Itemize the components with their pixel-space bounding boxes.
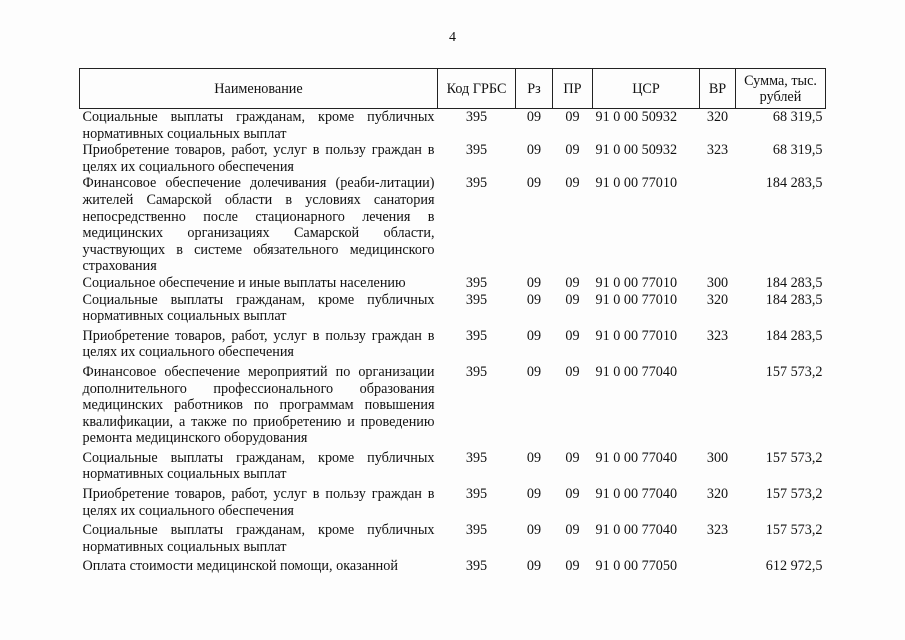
row-csr: 91 0 00 77010 [595,175,678,192]
row-pr: 09 [565,274,580,291]
row-pr: 09 [565,486,580,503]
row-name: Социальные выплаты гражданам, кроме публичных нормативных социальных выплат [82,522,435,555]
table-row [80,275,826,292]
table-row [80,292,826,325]
row-rz: 09 [526,291,542,308]
row-sum: 184 283,5 [765,291,823,308]
row-sum: 157 573,2 [765,522,823,539]
header-pr: ПР [553,69,593,109]
row-name: Приобретение товаров, работ, услуг в пользу граждан в целях их социального обеспечения [82,142,435,175]
table-row [80,325,826,361]
row-vr: 320 [706,291,729,308]
header-sum: Сумма, тыс. рублей [736,69,826,109]
row-rz: 09 [526,558,542,575]
row-csr: 91 0 00 50932 [595,142,678,159]
row-grbs: 395 [465,109,488,125]
row-sum: 157 573,2 [765,449,823,466]
header-csr: ЦСР [593,69,700,109]
row-csr: 91 0 00 77050 [595,558,678,575]
table-row [80,361,826,447]
row-sum: 68 319,5 [772,142,823,159]
row-rz: 09 [526,327,542,344]
row-name: Приобретение товаров, работ, услуг в пользу граждан в целях их социального обеспечения [82,486,435,519]
row-rz: 09 [526,363,542,380]
row-vr: 323 [706,142,729,159]
row-grbs: 395 [465,274,488,291]
row-grbs: 395 [465,363,488,380]
row-pr: 09 [565,363,580,380]
table-row [80,447,826,483]
row-sum: 184 283,5 [765,274,823,291]
row-csr: 91 0 00 50932 [595,109,678,125]
row-pr: 09 [565,175,580,192]
row-rz: 09 [526,274,542,291]
row-vr: 323 [706,327,729,344]
row-rz: 09 [526,175,542,192]
row-grbs: 395 [465,291,488,308]
row-pr: 09 [565,291,580,308]
header-grbs: Код ГРБС [438,69,516,109]
row-grbs: 395 [465,558,488,575]
row-pr: 09 [565,327,580,344]
row-name: Социальные выплаты гражданам, кроме публичных нормативных социальных выплат [82,449,435,483]
header-name: Наименование [80,69,438,109]
row-pr: 09 [565,142,580,159]
row-vr [700,555,736,575]
row-pr: 09 [565,522,580,539]
table-row [80,483,826,519]
row-vr: 320 [706,109,729,125]
budget-table [79,68,826,575]
table-row [80,142,826,175]
row-name: Приобретение товаров, работ, услуг в пользу граждан в целях их социального обеспечения [82,327,435,361]
row-grbs: 395 [465,449,488,466]
row-vr: 300 [706,449,729,466]
row-pr: 09 [565,449,580,466]
row-vr [700,361,736,447]
row-pr: 09 [565,109,580,125]
row-grbs: 395 [465,142,488,159]
header-rz: Рз [516,69,553,109]
row-csr: 91 0 00 77040 [595,486,678,503]
row-rz: 09 [526,142,542,159]
table-row [80,109,826,143]
row-name: Социальные выплаты гражданам, кроме публичных нормативных социальных выплат [82,109,435,142]
page-number: 4 [449,30,456,45]
row-sum: 68 319,5 [772,109,823,125]
row-vr [700,175,736,275]
row-name: Социальные выплаты гражданам, кроме публичных нормативных социальных выплат [82,291,435,325]
row-name: Финансовое обеспечение мероприятий по организации дополнительного профессионального образования медицинских работников по программам повышения квалификации, а также по приобретению и проведению ремонта медицинского оборудования [82,363,435,447]
table-header-row [80,69,826,109]
row-vr: 300 [706,274,729,291]
row-sum: 184 283,5 [765,175,823,192]
header-vr: ВР [700,69,736,109]
row-csr: 91 0 00 77010 [595,291,678,308]
row-sum: 184 283,5 [765,327,823,344]
row-csr: 91 0 00 77040 [595,522,678,539]
row-name: Социальное обеспечение и иные выплаты населению [82,274,406,291]
row-csr: 91 0 00 77040 [595,449,678,466]
row-csr: 91 0 00 77010 [595,274,678,291]
row-csr: 91 0 00 77040 [595,363,678,380]
row-name: Оплата стоимости медицинской помощи, оказанной [82,558,398,575]
row-vr: 320 [706,486,729,503]
row-pr: 09 [565,558,580,575]
row-grbs: 395 [465,522,488,539]
row-rz: 09 [526,486,542,503]
row-grbs: 395 [465,175,488,192]
row-name: Финансовое обеспечение долечивания (реаби-литации) жителей Самарской области в условиях санатория непосредственно после стационарного лечения в медицинских организациях Самарской области, участвующих в системе обязательного медицинского страхования [82,175,435,275]
table-row [80,175,826,275]
row-csr: 91 0 00 77010 [595,327,678,344]
row-grbs: 395 [465,327,488,344]
row-rz: 09 [526,109,542,125]
table-row [80,555,826,575]
table-row [80,519,826,555]
row-sum: 157 573,2 [765,363,823,380]
row-sum: 157 573,2 [765,486,823,503]
row-rz: 09 [526,522,542,539]
row-vr: 323 [706,522,729,539]
row-sum: 612 972,5 [765,558,823,575]
row-grbs: 395 [465,486,488,503]
row-rz: 09 [526,449,542,466]
